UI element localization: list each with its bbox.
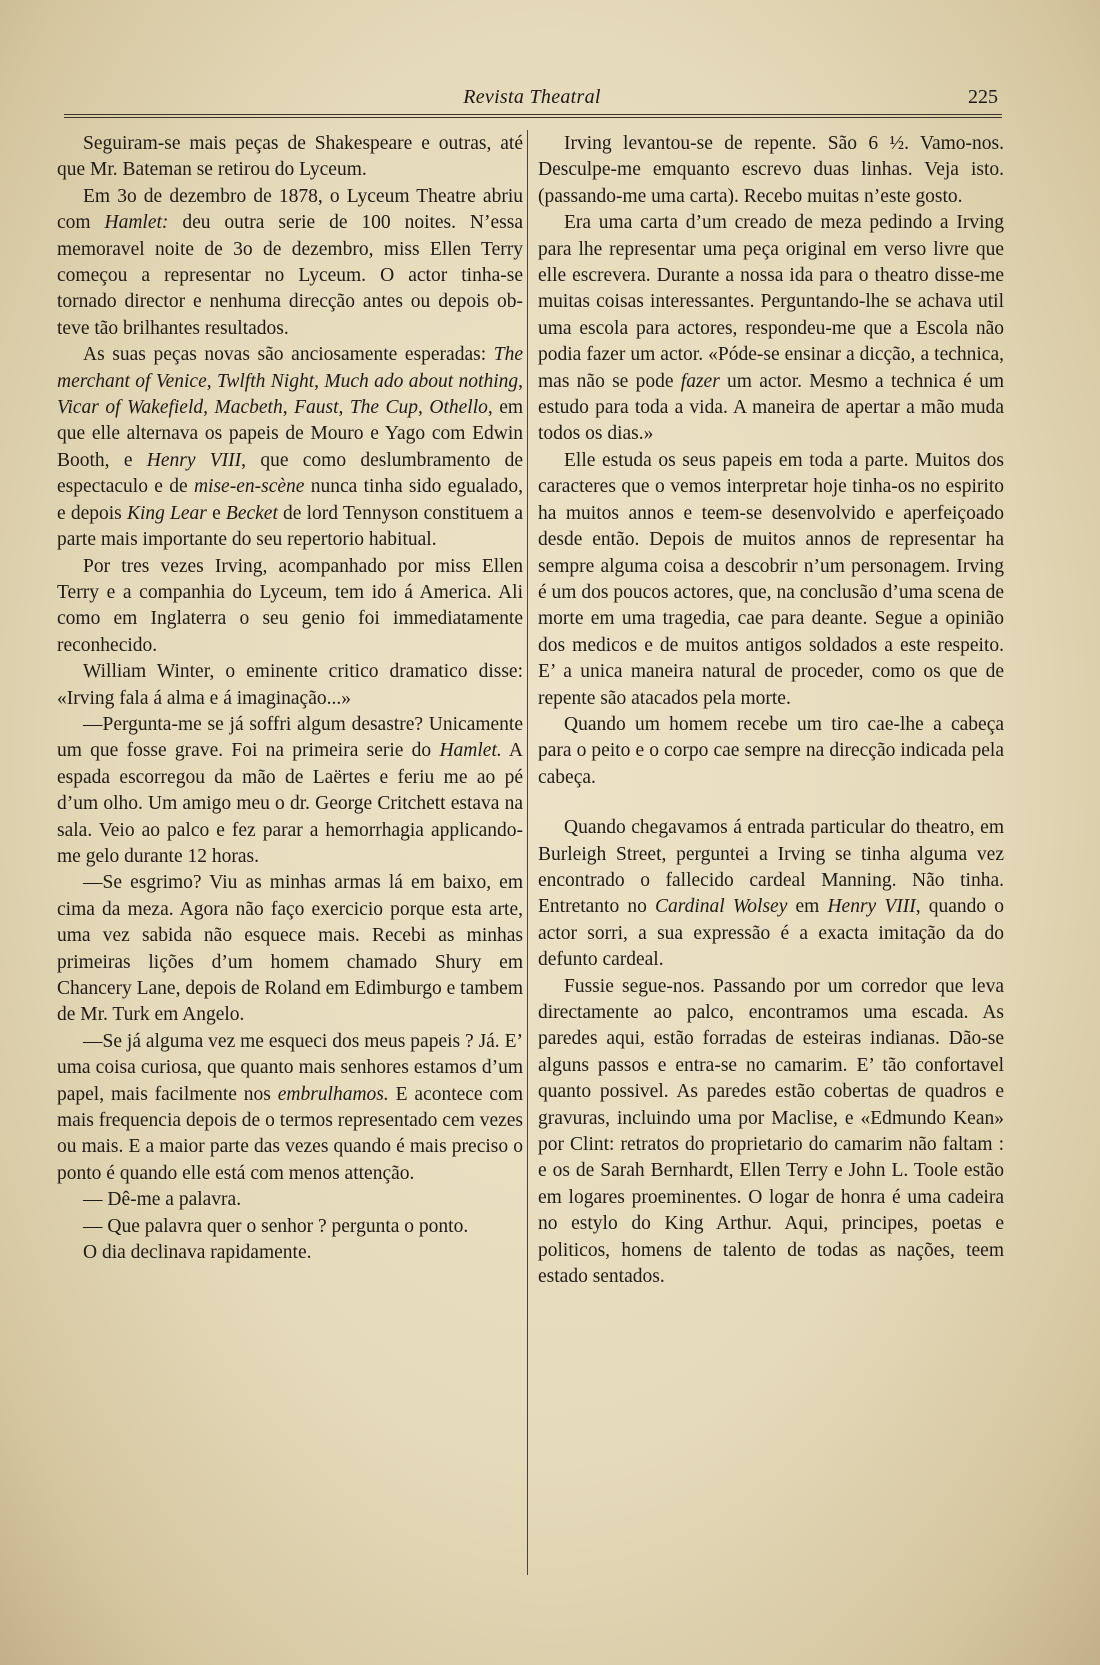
paragraph: —Se já alguma vez me esqueci dos meus papeis ? Já. E’ uma coisa curiosa, que quanto mais senhores estamos d’um papel, mais facilmente nos embrulhamos. E acontece com mais frequencia depois de o termos representado cem vezes ou mais. E a maior parte das vezes quando é mais preciso o ponto é quando elle está com menos attenção. xyxy=(57,1030,523,1184)
page-number: 225 xyxy=(968,86,998,108)
paragraph: — Dê-me a palavra. xyxy=(83,1189,242,1211)
paragraph: William Winter, o eminente critico dramatico disse: «Irving fala á alma e á imaginação...» xyxy=(57,661,523,709)
paragraph: Elle estuda os seus papeis em toda a parte. Muitos dos caracteres que o vemos interpretar hoje tinha-os no espirito ha muitos annos e teem-se desenvolvido e aperfeiçoado desde então. Depois de muitos annos de representar ha sempre alguma coisa a descobrir n’um personagem. Irving é um dos poucos actores, que, na conclusão d’uma scena de morte em uma tragedia, cae para deante. Segue a opinião dos medicos e de muitos antigos soldados a este respeito. E’ a unica maneira natural de proceder, como os que de repente são atacados pela morte. xyxy=(538,449,1004,709)
paragraph: —Se esgrimo? Viu as minhas armas lá em baixo, em cima da meza. Agora não faço exercicio porque esta arte, uma vez sabida não esquece mais. Recebi as minhas primeiras lições d’um homem chamado Shury em Chancery Lane, depois de Roland em Edimburgo e tambem de Mr. Turk em Angelo. xyxy=(57,872,523,1026)
paragraph: O dia declinava rapidamente. xyxy=(83,1242,312,1264)
paragraph: Irving levantou-se de repente. São 6 ½. Vamo-nos. Desculpe-me emquanto escrevo duas linhas. Veja isto. (passando-me uma carta). Recebo muitas n’este gosto. xyxy=(538,133,1004,207)
paragraph: Em 3o de dezembro de 1878, o Lyceum Theatre abriu com Hamlet: deu outra serie de 100 noites. N’essa memoravel noite de 3o de dezembro, miss Ellen Terry começou a representar no Lyceum. O actor tinha-se tornado director e nenhuma direcção antes ou depois obteve tão brilhantes resultados. xyxy=(57,185,523,339)
column-divider xyxy=(527,130,528,1575)
paragraph: As suas peças novas são anciosamente esperadas: The merchant of Venice, Twlfth Night, Much ado about nothing, Vicar of Wakefield, Macbeth, Faust, The Cup, Othello, em que elle alternava os papeis de Mouro e Yago com Edwin Booth, e Henry VIII, que como deslumbramento de espectaculo e de mise-en-scène nunca tinha sido egualado, e depois King Lear e Becket de lord Tennyson constituem a parte mais importante do seu repertorio habitual. xyxy=(57,344,524,551)
paragraph: — Que palavra quer o senhor ? pergunta o ponto. xyxy=(83,1215,469,1237)
paragraph: Fussie segue-nos. Passando por um corredor que leva directamente ao palco, encontramos uma escada. As paredes aqui, estão forradas de esteiras indianas. Dão-se alguns passos e entra-se no camarim. E’ tão confortavel quanto possivel. As paredes estão cobertas de quadros e gravuras, incluindo uma por Maclise, e «Edmundo Kean» por Clint: retratos do proprietario do camarim não faltam : e os de Sarah Bernhardt, Ellen Terry e John L. Toole estão em logares proeminentes. O logar de honra é uma cadeira no estylo do King Arthur. Aqui, principes, poetas e politicos, homens de talento de todas as nações, teem estado sentados. xyxy=(538,975,1004,1288)
page-header xyxy=(62,86,1002,112)
running-title: Revista Theatral xyxy=(463,86,601,108)
paragraph: Quando um homem recebe um tiro cae-lhe a cabeça para o peito e o corpo cae sempre na direcção indicada pela cabeça. xyxy=(538,713,1004,788)
paragraph: Quando chegavamos á entrada particular do theatro, em Burleigh Street, perguntei a Irving se tinha alguma vez encontrado o fallecido cardeal Manning. Não tinha. Entretanto no Cardinal Wolsey em Henry VIII, quando o actor sorri, a sua expressão é a exacta imitação da do defunto cardeal. xyxy=(538,817,1005,971)
paragraph: Seguiram-se mais peças de Shakespeare e outras, até que Mr. Bateman se retirou do Lyceum. xyxy=(57,133,523,181)
paragraph: —Pergunta-me se já soffri algum desastre? Unicamente um que fosse grave. Foi na primeira serie do Hamlet. A espada escorregou da mão de Laërtes e feriu me ao pé d’um olho. Um amigo meu o dr. George Critchett estava na sala. Veio ao palco e fez parar a hemorrhagia applicando-me gelo durante 12 horas. xyxy=(57,713,524,867)
paragraph: Por tres vezes Irving, acompanhado por miss Ellen Terry e a companhia do Lyceum, tem ido á America. Ali como em Inglaterra o seu genio foi immediatamente reconhecido. xyxy=(57,555,523,656)
header-rule xyxy=(64,114,1002,118)
paragraph: Era uma carta d’um creado de meza pedindo a Irving para lhe representar uma peça original em verso livre que elle escrevera. Durante a nossa ida para o theatro disse-me muitas coisas interessantes. Perguntando-lhe se achava util uma escola para actores, respondeu-me que a Escola não podia fazer um actor. «Póde-se ensinar a dicção, a technica, mas não se pode fazer um actor. Mesmo a technica é um estudo para toda a vida. A maneira de apertar a mão muda todos os dias.» xyxy=(538,212,1005,445)
right-column xyxy=(538,131,1004,1290)
left-column xyxy=(57,131,523,1266)
